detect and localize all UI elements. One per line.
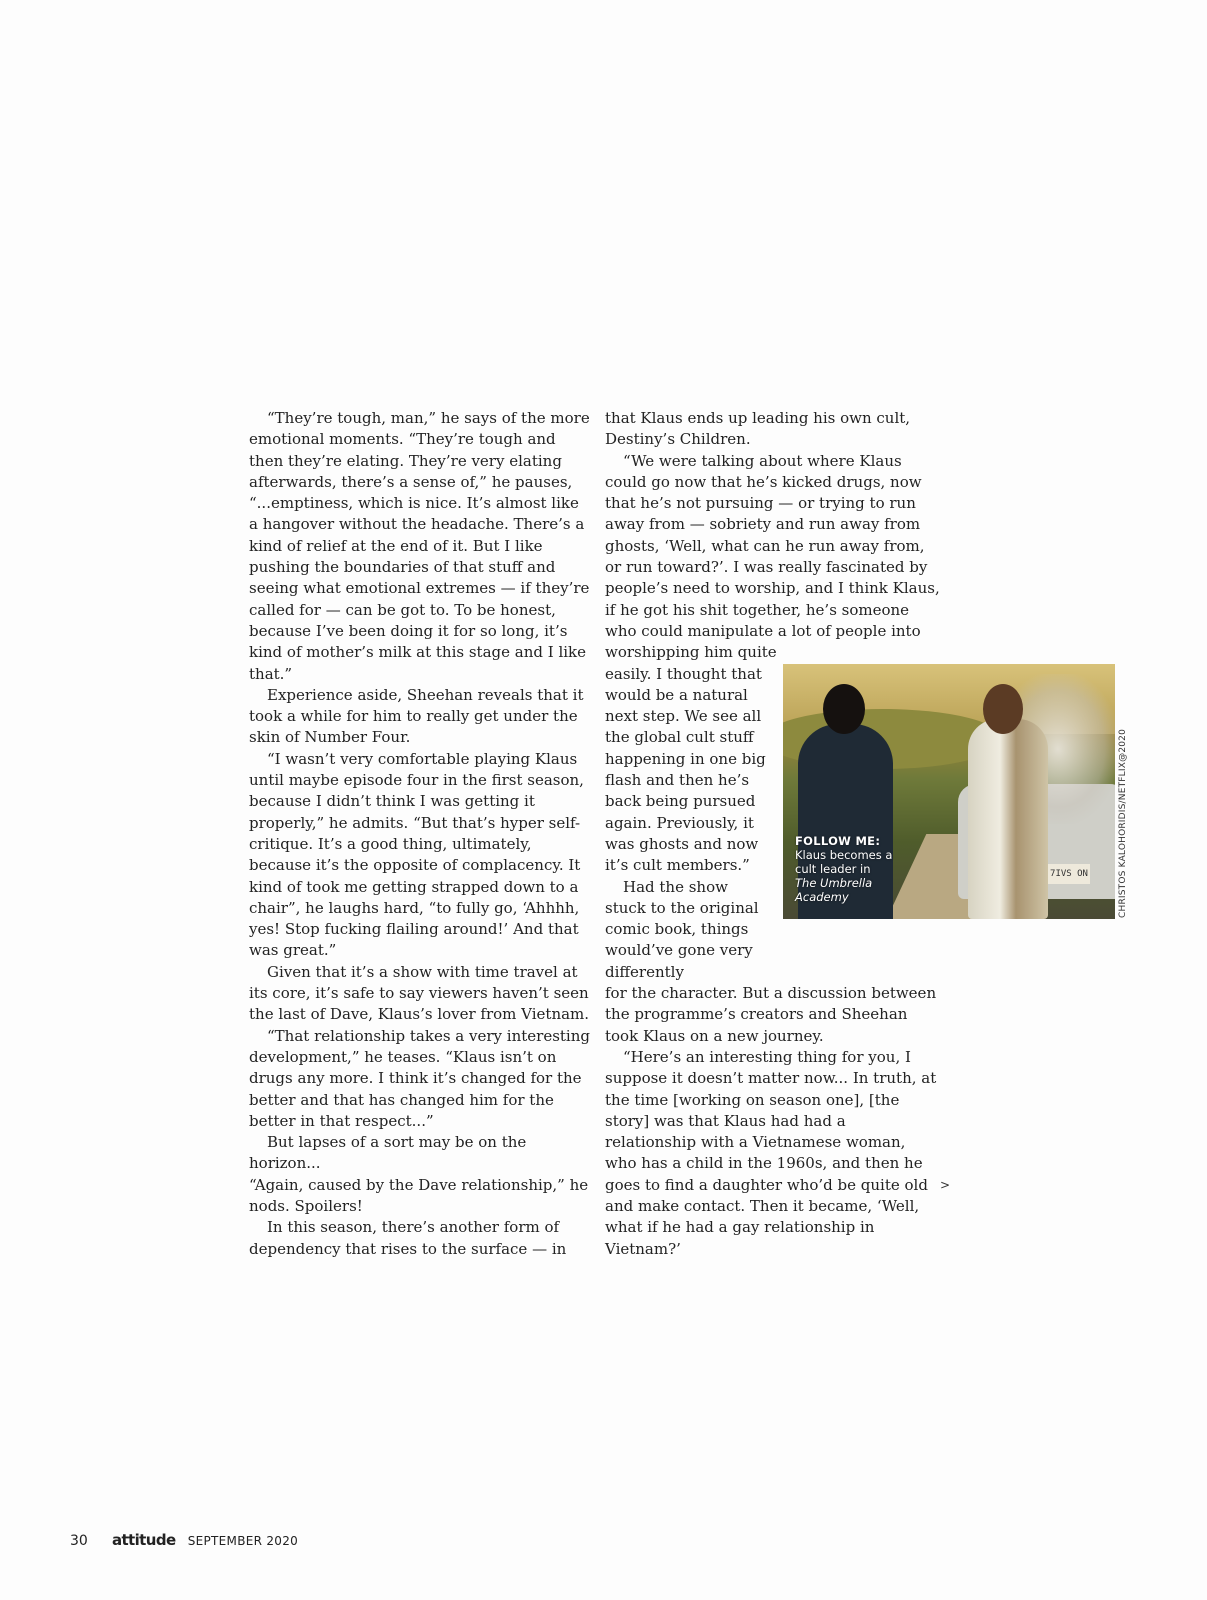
page-footer (70, 1531, 298, 1549)
paragraph: “That relationship takes a very interesting development,” he teases. “Klaus isn’t on drugs any more. I think it’s changed for the better and that has changed him for the better in that respect...” (249, 1026, 590, 1130)
paragraph: that Klaus ends up leading his own cult, Destiny’s Children. (605, 409, 911, 449)
page-number: 30 (70, 1533, 88, 1549)
paragraph: Had the show stuck to the original comic book, things would’ve gone very differently (605, 877, 759, 981)
photo-figure-boy-head (823, 684, 865, 734)
photo-caption (795, 834, 915, 904)
continue-arrow: > (940, 1178, 951, 1192)
paragraph: Given that it’s a show with time travel at its core, it’s safe to say viewers haven’t seen the last of Dave, Klaus’s lover from Vietnam. (249, 962, 590, 1024)
caption-show-title: The Umbrella Academy (795, 876, 873, 904)
paragraph: “Again, caused by the Dave relationship,” he nods. Spoilers! (249, 1175, 589, 1215)
paragraph-wrap: easily. I thought that would be a natural next step. We see all the global cult stuff happening in one big flash and then he’s back being pursued again. Previously, it was ghosts and now it’s cult members.” (605, 664, 766, 875)
paragraph: Experience aside, Sheehan reveals that it took a while for him to really get under the skin of Number Four. (249, 685, 584, 747)
paragraph: In this season, there’s another form of dependency that rises to the surface — in (249, 1218, 567, 1258)
paragraph: But lapses of a sort may be on the horizon... (249, 1133, 527, 1173)
magazine-logo: attitude (111, 1531, 176, 1549)
licence-plate: 7IVS ON (1048, 864, 1090, 884)
caption-body: Klaus becomes a cult leader in (795, 848, 893, 876)
photo-figure-klaus-head (983, 684, 1023, 734)
caption-heading: FOLLOW ME: (795, 834, 881, 848)
photo-credit: CHRISTOS KALOHORIDIS/NETFLIX@2020 (1118, 728, 1128, 918)
issue-date: SEPTEMBER 2020 (187, 1534, 299, 1548)
paragraph: “We were talking about where Klaus could go now that he’s kicked drugs, now that he’s not pursuing — or trying to run away from — sobriety and run away from ghosts, ‘Well, what can he run away from, or run toward?’. I was really fascinated by people’s need to worship, and I think Klaus, if he got his shit together, he’s someone who could manipulate a lot of people into worshipping him quite (605, 451, 940, 662)
paragraph: “They’re tough, man,” he says of the more emotional moments. “They’re tough and then they’re elating. They’re very elating afterwards, there’s a sense of,” he pauses, “...emptiness, which is nice. It’s almost like a hangover without the headache. There’s a kind of relief at the end of it. But I like pushing the boundaries of that stuff and seeing what emotional extremes — if they’re called for — can be got to. To be honest, because I’ve been doing it for so long, it’s kind of mother’s milk at this stage and I like that.” (249, 409, 590, 683)
article-column-left (249, 408, 591, 1260)
paragraph: “I wasn’t very comfortable playing Klaus until maybe episode four in the first season, because I didn’t think I was getting it properly,” he admits. “But that’s hyper self-critique. It’s a good thing, ultimately, because it’s the opposite of complacency. It kind of took me getting strapped down to a chair”, he laughs hard, “to fully go, ‘Ahhhh, yes! Stop fucking flailing around!’ And that was great.” (249, 749, 584, 960)
article-photo (783, 664, 1115, 919)
paragraph-wrap: for the character. But a discussion between the programme’s creators and Sheehan took Klaus on a new journey. (605, 984, 937, 1045)
paragraph: “Here’s an interesting thing for you, I suppose it doesn’t matter now... In truth, at the time [working on season one], [the story] was that Klaus had had a relationship with a Vietnamese woman, who has a child in the 1960s, and then he goes to find a daughter who’d be quite old and make contact. Then it became, ‘Well, what if he had a gay relationship in Vietnam?’ (605, 1047, 937, 1258)
photo-figure-klaus (968, 719, 1048, 919)
